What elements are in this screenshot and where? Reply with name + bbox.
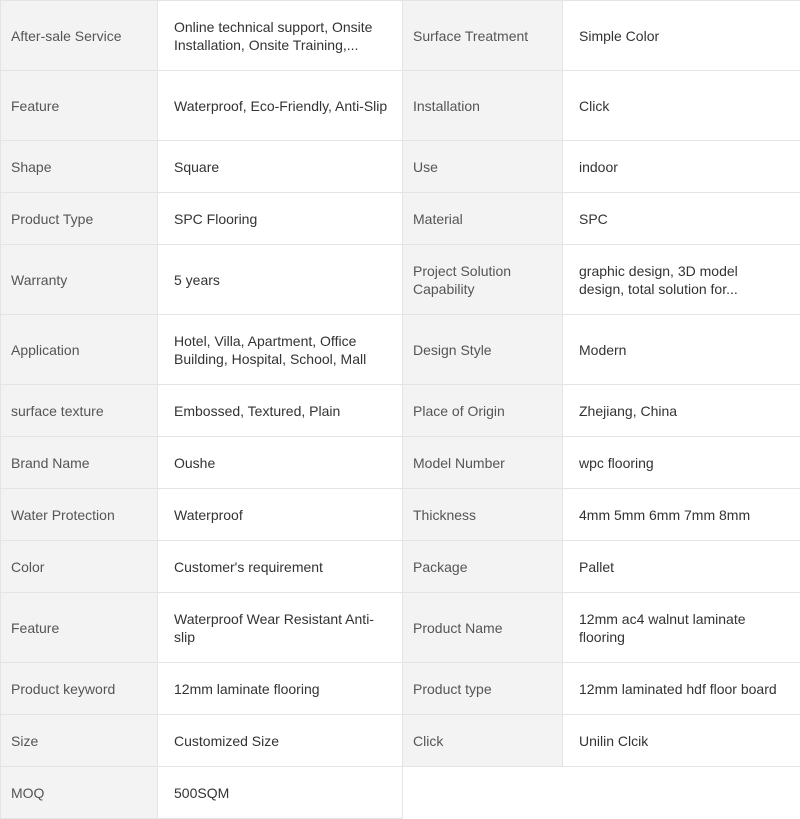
spec-attribute-label: Project Solution Capability <box>413 262 552 298</box>
spec-attribute-name <box>1 767 158 819</box>
spec-attribute-name <box>403 663 563 715</box>
spec-attribute-label: Model Number <box>413 454 552 472</box>
spec-attribute-value <box>158 541 403 593</box>
spec-attribute-name <box>1 541 158 593</box>
spec-row <box>1 193 800 245</box>
spec-attribute-name <box>403 541 563 593</box>
spec-attribute-name <box>403 193 563 245</box>
spec-value-text: SPC <box>579 210 786 228</box>
spec-attribute-value <box>563 1 800 71</box>
spec-attribute-name <box>1 663 158 715</box>
spec-attribute-name <box>403 437 563 489</box>
spec-attribute-name <box>1 385 158 437</box>
spec-attribute-label: Warranty <box>11 271 147 289</box>
spec-value-text: 12mm laminated hdf floor board <box>579 680 786 698</box>
spec-row <box>1 767 800 819</box>
spec-row <box>1 141 800 193</box>
spec-attribute-label: Brand Name <box>11 454 147 472</box>
spec-value-text: Hotel, Villa, Apartment, Office Building, Hospital, School, Mall <box>174 332 388 368</box>
spec-attribute-name <box>403 245 563 315</box>
spec-attribute-label: MOQ <box>11 784 147 802</box>
spec-attribute-value <box>158 141 403 193</box>
spec-attribute-value <box>563 593 800 663</box>
spec-row <box>1 385 800 437</box>
spec-attribute-name <box>1 71 158 141</box>
spec-value-text: graphic design, 3D model design, total solution for... <box>579 262 786 298</box>
spec-row <box>1 245 800 315</box>
spec-value-text: Online technical support, Onsite Installation, Onsite Training,... <box>174 18 388 54</box>
spec-attribute-value <box>158 663 403 715</box>
spec-value-text: indoor <box>579 158 786 176</box>
spec-attribute-name <box>1 593 158 663</box>
spec-attribute-value <box>158 193 403 245</box>
spec-attribute-name <box>1 141 158 193</box>
spec-attribute-name <box>403 385 563 437</box>
spec-value-text: 12mm laminate flooring <box>174 680 388 698</box>
spec-attribute-name <box>403 489 563 541</box>
spec-attribute-value <box>563 489 800 541</box>
spec-attribute-label: Product type <box>413 680 552 698</box>
spec-attribute-label: Product Type <box>11 210 147 228</box>
spec-attribute-label: surface texture <box>11 402 147 420</box>
spec-value-text: Waterproof Wear Resistant Anti-slip <box>174 610 388 646</box>
spec-value-text: 4mm 5mm 6mm 7mm 8mm <box>579 506 786 524</box>
spec-attribute-label: Use <box>413 158 552 176</box>
spec-attribute-value <box>158 767 403 819</box>
spec-value-text: Waterproof, Eco-Friendly, Anti-Slip <box>174 97 388 115</box>
spec-attribute-label: Shape <box>11 158 147 176</box>
spec-attribute-value <box>563 193 800 245</box>
spec-row <box>1 1 800 71</box>
spec-value-text: Square <box>174 158 388 176</box>
spec-attribute-name <box>1 193 158 245</box>
spec-attribute-value <box>563 315 800 385</box>
spec-attribute-label: After-sale Service <box>11 27 147 45</box>
spec-attribute-value <box>563 71 800 141</box>
spec-attribute-label: Place of Origin <box>413 402 552 420</box>
spec-value-text: Embossed, Textured, Plain <box>174 402 388 420</box>
spec-attribute-name <box>403 1 563 71</box>
spec-row <box>1 315 800 385</box>
spec-value-text: 500SQM <box>174 784 388 802</box>
spec-attribute-label: Application <box>11 341 147 359</box>
spec-attribute-value <box>158 71 403 141</box>
spec-attribute-value <box>563 245 800 315</box>
spec-attribute-label: Product keyword <box>11 680 147 698</box>
spec-value-text: Customized Size <box>174 732 388 750</box>
spec-value-text: Pallet <box>579 558 786 576</box>
spec-attribute-label: Material <box>413 210 552 228</box>
spec-value-text: Modern <box>579 341 786 359</box>
spec-attribute-name <box>403 715 563 767</box>
spec-attribute-value <box>563 663 800 715</box>
spec-attribute-name <box>1 315 158 385</box>
spec-row <box>1 715 800 767</box>
spec-row <box>1 593 800 663</box>
spec-attribute-label: Feature <box>11 619 147 637</box>
spec-attribute-value <box>158 715 403 767</box>
spec-attribute-value <box>158 437 403 489</box>
spec-attribute-value <box>563 141 800 193</box>
spec-attribute-label: Installation <box>413 97 552 115</box>
spec-attribute-name <box>403 141 563 193</box>
spec-attribute-name <box>1 245 158 315</box>
spec-attribute-value <box>563 715 800 767</box>
spec-attribute-name <box>1 437 158 489</box>
spec-row <box>1 489 800 541</box>
spec-attribute-name <box>403 71 563 141</box>
spec-value-text: 5 years <box>174 271 388 289</box>
spec-attribute-value <box>563 437 800 489</box>
spec-value-text: Unilin Clcik <box>579 732 786 750</box>
spec-attribute-value <box>563 541 800 593</box>
spec-attribute-label: Size <box>11 732 147 750</box>
spec-attribute-name <box>1 1 158 71</box>
spec-row <box>1 663 800 715</box>
spec-value-text: Click <box>579 97 786 115</box>
spec-attribute-label: Click <box>413 732 552 750</box>
spec-row <box>1 71 800 141</box>
spec-value-text: Zhejiang, China <box>579 402 786 420</box>
spec-attribute-label: Feature <box>11 97 147 115</box>
spec-attribute-label: Thickness <box>413 506 552 524</box>
spec-value-text: Waterproof <box>174 506 388 524</box>
spec-value-text: Simple Color <box>579 27 786 45</box>
spec-row <box>1 437 800 489</box>
spec-attribute-label: Water Protection <box>11 506 147 524</box>
spec-value-text: SPC Flooring <box>174 210 388 228</box>
spec-attribute-value <box>563 385 800 437</box>
spec-attribute-label: Package <box>413 558 552 576</box>
spec-value-text: Oushe <box>174 454 388 472</box>
spec-attribute-label: Color <box>11 558 147 576</box>
spec-attribute-value <box>158 593 403 663</box>
spec-attribute-value <box>158 385 403 437</box>
spec-attribute-label: Surface Treatment <box>413 27 552 45</box>
spec-table-body <box>1 1 800 819</box>
spec-value-text: Customer's requirement <box>174 558 388 576</box>
spec-attribute-value <box>158 245 403 315</box>
empty-cell <box>563 767 800 819</box>
spec-attribute-name <box>1 715 158 767</box>
spec-value-text: wpc flooring <box>579 454 786 472</box>
spec-row <box>1 541 800 593</box>
empty-cell <box>403 767 563 819</box>
spec-attribute-name <box>403 593 563 663</box>
spec-attribute-label: Design Style <box>413 341 552 359</box>
spec-attribute-label: Product Name <box>413 619 552 637</box>
spec-attribute-value <box>158 1 403 71</box>
spec-attribute-value <box>158 315 403 385</box>
spec-attribute-name <box>1 489 158 541</box>
spec-attribute-name <box>403 315 563 385</box>
spec-value-text: 12mm ac4 walnut laminate flooring <box>579 610 786 646</box>
spec-attribute-value <box>158 489 403 541</box>
